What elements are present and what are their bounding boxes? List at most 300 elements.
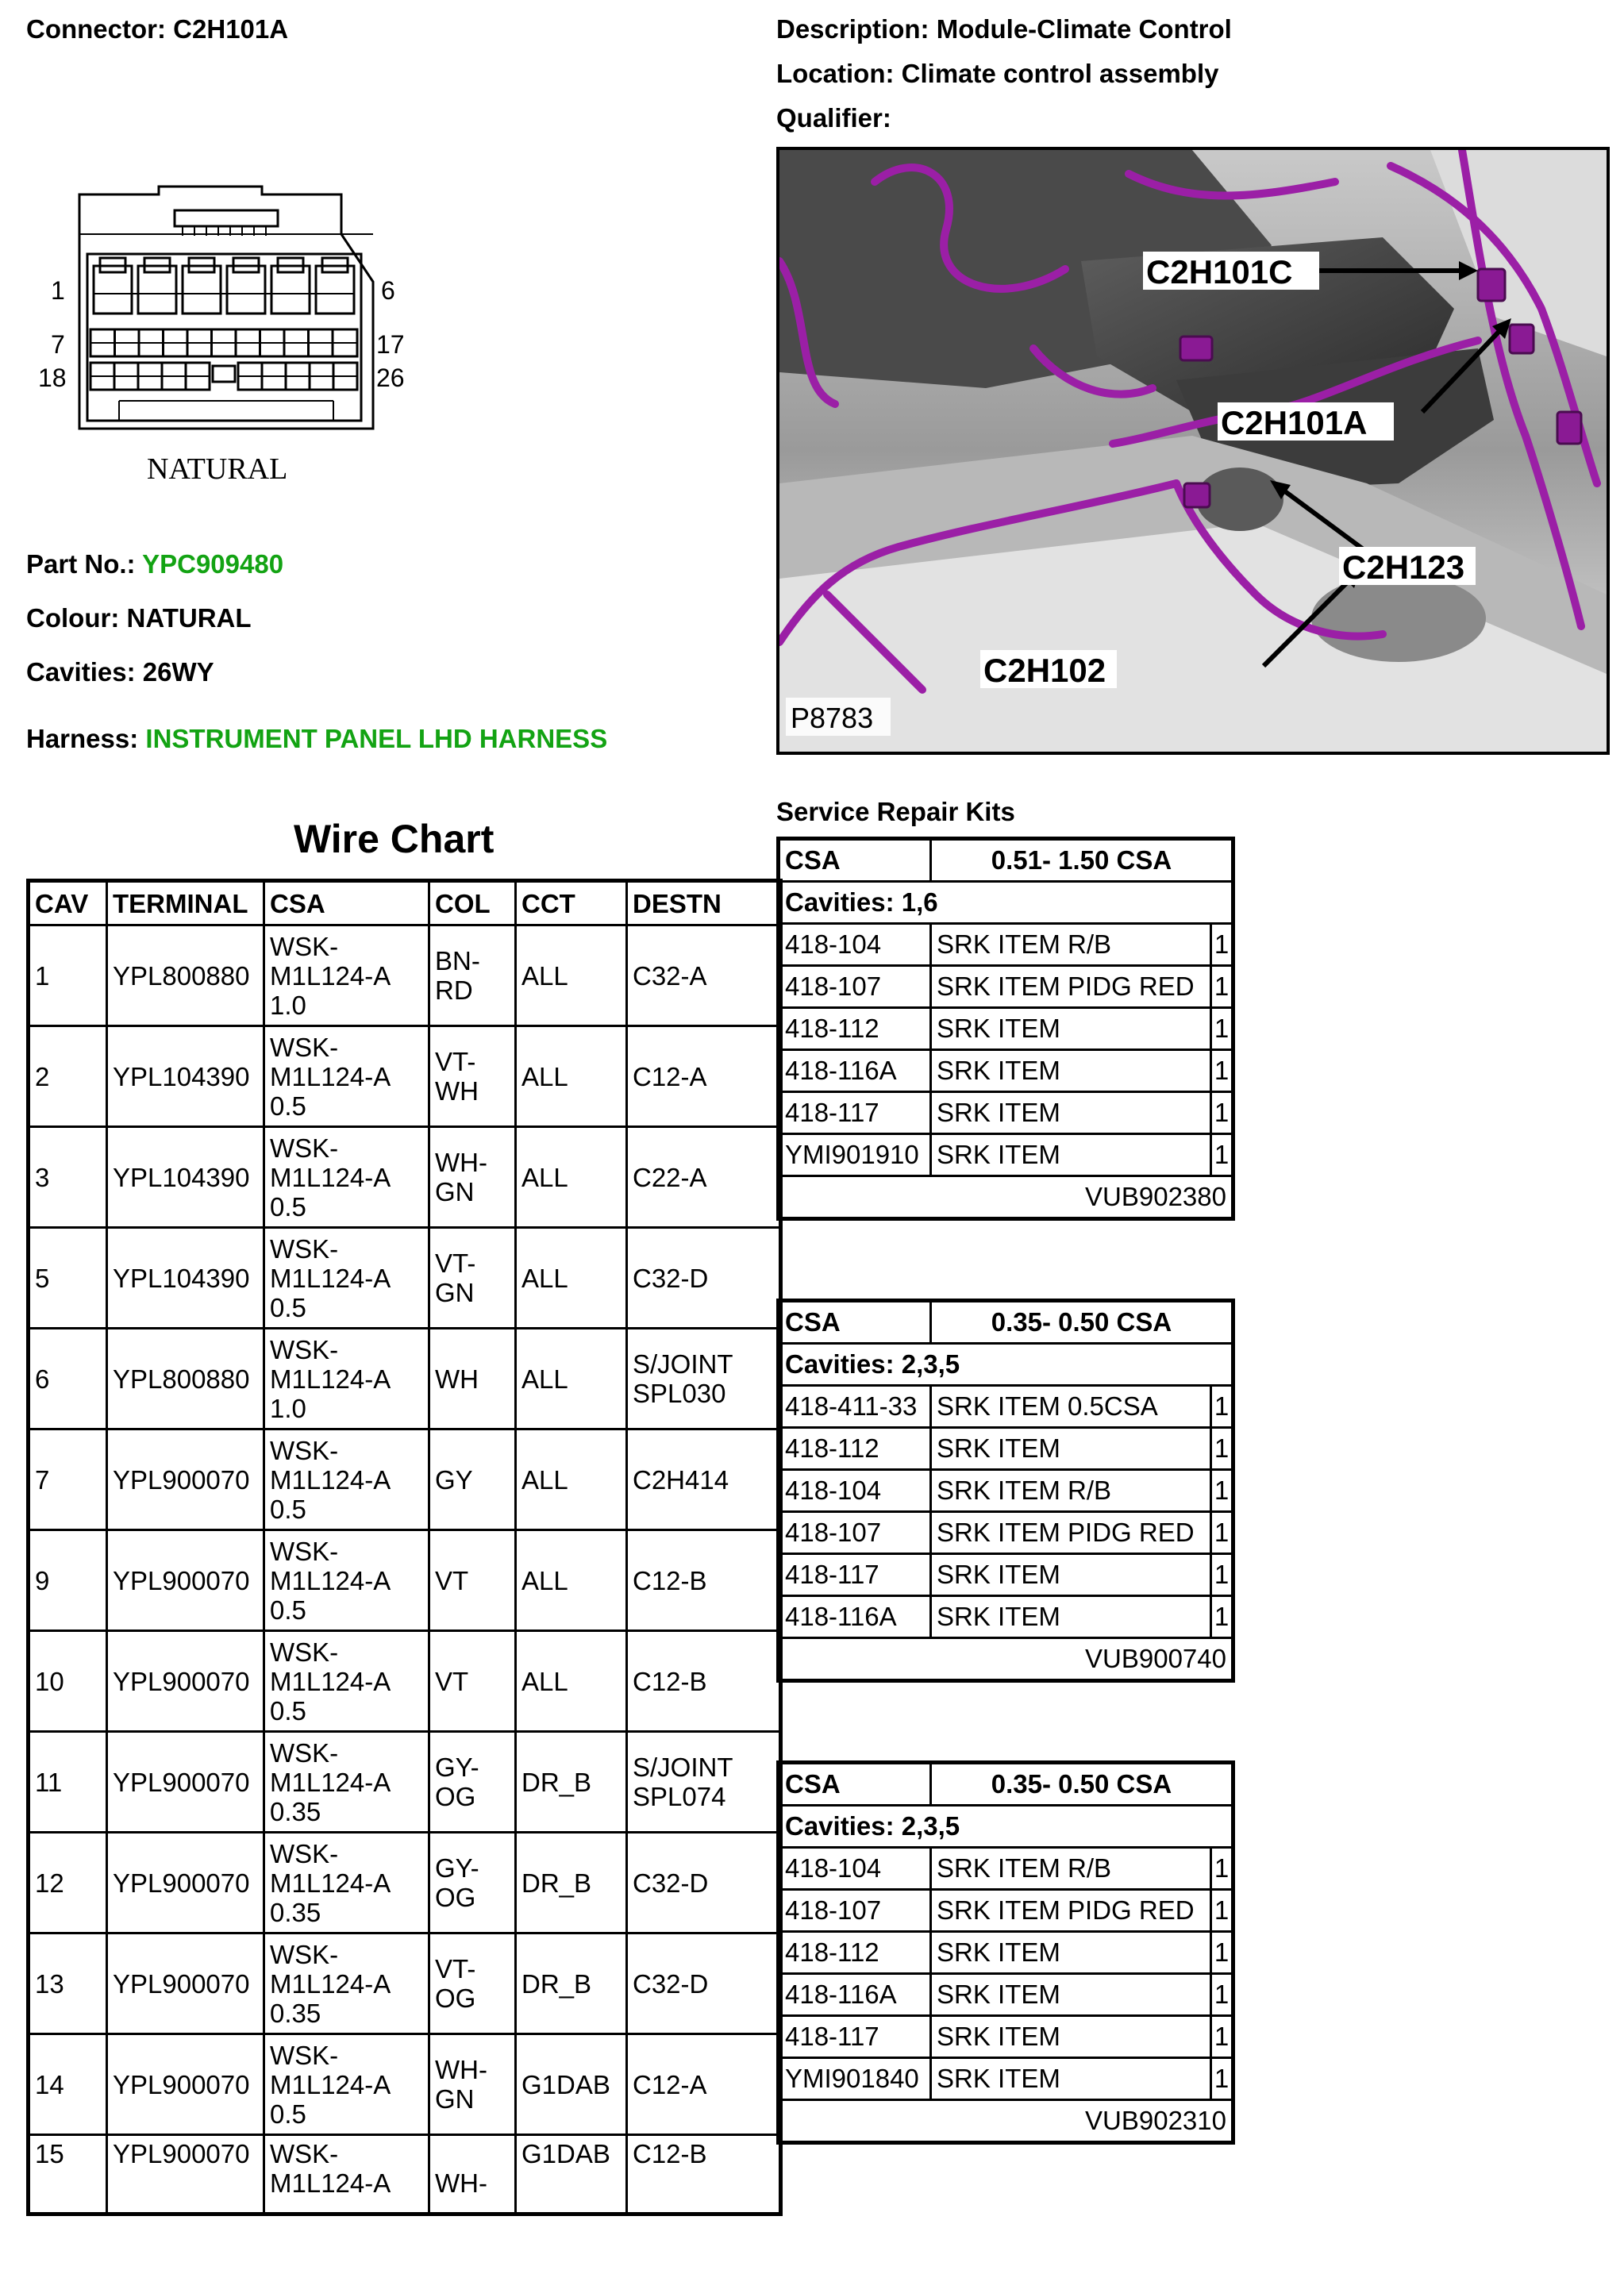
srk-item-part: 418-411-33 <box>779 1386 931 1428</box>
srk-item-row <box>779 1554 1233 1596</box>
wire-cell-destn <box>627 1732 781 1833</box>
wire-cell-terminal: YPL104390 <box>107 1026 264 1127</box>
srk-csa-label: CSA <box>779 1763 931 1806</box>
wire-cell-csa-line: M1L124-A <box>270 1464 391 1495</box>
srk-cavities-row <box>779 1344 1233 1386</box>
wire-cell-col <box>429 1631 516 1732</box>
wire-cell-terminal: YPL900070 <box>107 1429 264 1530</box>
wire-cell-terminal: YPL800880 <box>107 1329 264 1429</box>
srk-kit-table <box>776 1760 1235 2145</box>
wire-cell-col <box>429 1228 516 1329</box>
srk-item-qty: 1 <box>1211 1008 1233 1050</box>
callout-c2h102: C2H102 <box>983 652 1106 689</box>
wire-cell-cct: ALL <box>516 1631 627 1732</box>
wire-cell-csa <box>264 925 429 1026</box>
srk-item-part: YMI901840 <box>779 2058 931 2100</box>
srk-item-row <box>779 966 1233 1008</box>
srk-item-row <box>779 2016 1233 2058</box>
wire-cell-cav: 12 <box>29 1833 107 1933</box>
wire-chart-title: Wire Chart <box>294 817 495 861</box>
srk-item-desc: SRK ITEM <box>931 1554 1211 1596</box>
wire-cell-csa-line: 0.5 <box>270 1091 306 1121</box>
wire-cell-destn-line: C12-B <box>633 1666 707 1696</box>
srk-cavities: Cavities: 1,6 <box>779 882 1233 924</box>
header-csa: CSA <box>264 881 429 925</box>
wire-cell-csa-line: M1L124-A <box>270 1364 391 1394</box>
srk-item-qty: 1 <box>1211 1386 1233 1428</box>
wire-cell-csa-line: WSK- <box>270 1637 339 1667</box>
srk-item-desc: SRK ITEM <box>931 2016 1211 2058</box>
wire-cell-col-line: GN <box>435 1278 475 1307</box>
qualifier-line <box>776 103 891 133</box>
pin-label-6: 6 <box>381 276 395 305</box>
srk-item-row <box>779 1428 1233 1470</box>
srk-item-qty: 1 <box>1211 924 1233 966</box>
wire-cell-csa-line: WSK- <box>270 1838 339 1868</box>
srk-item-desc: SRK ITEM PIDG RED <box>931 1890 1211 1932</box>
wire-cell-csa-line: WSK- <box>270 1939 339 1969</box>
srk-item-qty: 1 <box>1211 1932 1233 1974</box>
wire-cell-col-line: WH- <box>435 1148 487 1177</box>
srk-item-row <box>779 1050 1233 1092</box>
wire-cell-csa <box>264 1530 429 1631</box>
wire-cell-terminal: YPL104390 <box>107 1228 264 1329</box>
cavity-row-bottom <box>90 363 357 390</box>
srk-item-desc: SRK ITEM <box>931 1050 1211 1092</box>
srk-item-part: 418-116A <box>779 1974 931 2016</box>
srk-item-part: 418-117 <box>779 1092 931 1134</box>
wire-cell-destn <box>627 1026 781 1127</box>
wire-cell-col-line: WH <box>435 1364 479 1394</box>
wire-cell-cav: 13 <box>29 1933 107 2034</box>
srk-item-part: 418-112 <box>779 1008 931 1050</box>
wire-cell-destn-line: C12-A <box>633 2069 707 2099</box>
wire-cell-cav: 5 <box>29 1228 107 1329</box>
colour-line <box>26 603 252 633</box>
callout-c2h123: C2H123 <box>1342 548 1465 586</box>
srk-item-part: 418-116A <box>779 1596 931 1638</box>
wire-cell-csa-line: 0.5 <box>270 1595 306 1625</box>
wire-cell-csa-line: M1L124-A <box>270 2069 391 2099</box>
wire-cell-col <box>429 1429 516 1530</box>
srk-item-part: 418-107 <box>779 966 931 1008</box>
wire-cell-csa-line: 0.5 <box>270 2099 306 2129</box>
wire-cell-terminal: YPL104390 <box>107 1127 264 1228</box>
srk-item-row <box>779 1512 1233 1554</box>
wire-cell-col-line: RD <box>435 975 473 1005</box>
srk-item-desc: SRK ITEM PIDG RED <box>931 966 1211 1008</box>
location-label: Location: <box>776 59 895 88</box>
wire-cell-csa-line: M1L124-A <box>270 1666 391 1696</box>
wire-cell-col-line: WH- <box>435 2168 487 2198</box>
photo-ref-label: P8783 <box>791 702 874 734</box>
wire-cell-csa-line: M1L124-A <box>270 1767 391 1797</box>
wire-cell-csa-line: WSK- <box>270 1233 339 1264</box>
wire-row <box>29 1228 781 1329</box>
wire-cell-csa-line: M1L124-A <box>270 1162 391 1192</box>
wire-cell-col <box>429 1127 516 1228</box>
wire-cell-destn-line: SPL030 <box>633 1379 726 1408</box>
srk-item-part: 418-104 <box>779 924 931 966</box>
wire-cell-cct: DR_B <box>516 1833 627 1933</box>
srk-csa-label: CSA <box>779 1301 931 1344</box>
srk-kit-header-row <box>779 839 1233 882</box>
wire-cell-col-line: GY- <box>435 1753 479 1782</box>
wire-cell-csa <box>264 1732 429 1833</box>
wire-cell-csa-line: M1L124-A <box>270 1868 391 1898</box>
wire-cell-destn-line: C12-B <box>633 2139 707 2168</box>
wire-cell-destn <box>627 1933 781 2034</box>
wire-row <box>29 1631 781 1732</box>
wire-cell-destn-line: C2H414 <box>633 1464 729 1495</box>
pin-label-1: 1 <box>51 276 65 305</box>
srk-item-row <box>779 1932 1233 1974</box>
srk-cavities-row <box>779 1806 1233 1848</box>
srk-cavities-row <box>779 882 1233 924</box>
wire-cell-csa-line: M1L124-A <box>270 1263 391 1293</box>
wire-cell-cav: 9 <box>29 1530 107 1631</box>
srk-item-desc: SRK ITEM <box>931 1134 1211 1176</box>
srk-item-qty: 1 <box>1211 1848 1233 1890</box>
srk-kit-table <box>776 1299 1235 1683</box>
header-terminal: TERMINAL <box>107 881 264 925</box>
srk-item-row <box>779 1470 1233 1512</box>
srk-kit-ref: VUB902380 <box>779 1176 1233 1219</box>
pin-label-26: 26 <box>376 364 405 392</box>
srk-kit-ref: VUB902310 <box>779 2100 1233 2143</box>
wire-cell-cct: DR_B <box>516 1732 627 1833</box>
connector-face-drawing <box>24 179 437 496</box>
wire-row <box>29 1127 781 1228</box>
srk-item-desc: SRK ITEM <box>931 1596 1211 1638</box>
srk-ref-row <box>779 1176 1233 1219</box>
wire-cell-csa-line: WSK- <box>270 1334 339 1364</box>
wire-cell-col-line: GY <box>435 1464 473 1495</box>
wire-cell-destn-line: S/JOINT <box>633 1753 733 1782</box>
srk-item-row <box>779 1848 1233 1890</box>
wire-row <box>29 925 781 1026</box>
wire-cell-cav: 7 <box>29 1429 107 1530</box>
wire-cell-csa-line: 0.35 <box>270 1998 321 2028</box>
srk-item-desc: SRK ITEM <box>931 1974 1211 2016</box>
location-photo-illustration <box>779 150 1607 752</box>
srk-item-qty: 1 <box>1211 2016 1233 2058</box>
connector-label: Connector: <box>26 14 166 44</box>
wire-cell-col <box>429 1026 516 1127</box>
wire-cell-terminal: YPL900070 <box>107 2135 264 2214</box>
wire-cell-destn-line: C32-D <box>633 1968 709 1999</box>
srk-csa-range: 0.51- 1.50 CSA <box>931 839 1233 882</box>
wire-row <box>29 1933 781 2034</box>
srk-item-qty: 1 <box>1211 2058 1233 2100</box>
wire-cell-csa-line: 0.5 <box>270 1695 306 1726</box>
wire-cell-csa-line: WSK- <box>270 2040 339 2070</box>
wire-cell-cav: 6 <box>29 1329 107 1429</box>
wire-cell-col-line: OG <box>435 1983 476 2013</box>
srk-item-desc: SRK ITEM <box>931 2058 1211 2100</box>
wire-cell-destn <box>627 2135 781 2214</box>
wire-cell-col-line: WH <box>435 1076 479 1106</box>
srk-csa-range: 0.35- 0.50 CSA <box>931 1301 1233 1344</box>
srk-item-row <box>779 1134 1233 1176</box>
wire-cell-cav: 14 <box>29 2034 107 2135</box>
wire-cell-col-line: VT <box>435 1666 469 1696</box>
wire-cell-csa-line: M1L124-A <box>270 1061 391 1091</box>
cavities-line <box>26 657 214 687</box>
srk-item-qty: 1 <box>1211 1470 1233 1512</box>
srk-item-qty: 1 <box>1211 1092 1233 1134</box>
srk-kit-table <box>776 837 1235 1221</box>
description-line <box>776 14 1232 44</box>
wire-cell-cct: ALL <box>516 1530 627 1631</box>
header-col: COL <box>429 881 516 925</box>
wire-cell-terminal: YPL900070 <box>107 1732 264 1833</box>
wire-chart-body <box>29 925 781 2214</box>
pin-label-18: 18 <box>38 364 67 392</box>
wire-cell-col-line: BN- <box>435 946 480 975</box>
wire-cell-csa <box>264 1026 429 1127</box>
wire-cell-csa-line: 0.5 <box>270 1292 306 1322</box>
connector-latch <box>175 210 278 226</box>
srk-item-qty: 1 <box>1211 1554 1233 1596</box>
description-value: Module-Climate Control <box>936 14 1232 44</box>
wire-cell-csa-line: M1L124-A <box>270 960 391 991</box>
location-value: Climate control assembly <box>901 59 1219 88</box>
srk-item-desc: SRK ITEM <box>931 1092 1211 1134</box>
srk-item-part: YMI901910 <box>779 1134 931 1176</box>
wire-cell-col <box>429 1329 516 1429</box>
wire-cell-csa <box>264 1429 429 1530</box>
wire-cell-col <box>429 1732 516 1833</box>
header-destn: DESTN <box>627 881 781 925</box>
srk-item-desc: SRK ITEM PIDG RED <box>931 1512 1211 1554</box>
srk-ref-row <box>779 1638 1233 1681</box>
wire-cell-destn-line: C12-B <box>633 1565 707 1595</box>
srk-title: Service Repair Kits <box>776 797 1015 826</box>
wire-cell-cct: ALL <box>516 1228 627 1329</box>
wire-cell-csa-line: 0.5 <box>270 1191 306 1222</box>
srk-item-row <box>779 1008 1233 1050</box>
wire-cell-csa <box>264 1228 429 1329</box>
connector-value: C2H101A <box>173 14 289 44</box>
callout-c2h101c: C2H101C <box>1146 253 1293 291</box>
wire-cell-col <box>429 1833 516 1933</box>
wire-cell-col-line: GY- <box>435 1853 479 1883</box>
wire-cell-csa-line: WSK- <box>270 1435 339 1465</box>
wire-cell-destn-line: C22-A <box>633 1162 707 1192</box>
srk-kit-header-row <box>779 1763 1233 1806</box>
wire-row <box>29 1732 781 1833</box>
wire-cell-terminal: YPL900070 <box>107 1530 264 1631</box>
wire-cell-destn <box>627 1127 781 1228</box>
srk-item-qty: 1 <box>1211 1134 1233 1176</box>
srk-item-desc: SRK ITEM <box>931 1428 1211 1470</box>
wire-cell-destn <box>627 1228 781 1329</box>
wire-cell-destn-line: C32-A <box>633 960 707 991</box>
colour-label: Colour: <box>26 603 120 633</box>
wire-cell-destn <box>627 1429 781 1530</box>
srk-item-row <box>779 1596 1233 1638</box>
wire-cell-col-line: OG <box>435 1883 476 1912</box>
srk-kit-header-row <box>779 1301 1233 1344</box>
srk-kit-ref: VUB900740 <box>779 1638 1233 1681</box>
harness-line <box>26 724 607 754</box>
wire-cell-terminal: YPL900070 <box>107 1833 264 1933</box>
callout-c2h101a: C2H101A <box>1221 404 1368 441</box>
wire-cell-cct: ALL <box>516 1026 627 1127</box>
wire-cell-cct: DR_B <box>516 1933 627 2034</box>
wire-cell-destn-line: S/JOINT <box>633 1349 733 1379</box>
pin-label-7: 7 <box>51 330 65 359</box>
srk-item-desc: SRK ITEM <box>931 1932 1211 1974</box>
wire-row <box>29 1833 781 1933</box>
wire-cell-col <box>429 1530 516 1631</box>
wire-cell-cct: G1DAB <box>516 2034 627 2135</box>
wire-cell-csa-line: WSK- <box>270 2139 339 2168</box>
srk-item-desc: SRK ITEM R/B <box>931 1470 1211 1512</box>
wire-row <box>29 1329 781 1429</box>
wire-cell-destn-line: SPL074 <box>633 1782 726 1811</box>
srk-item-qty: 1 <box>1211 1974 1233 2016</box>
wire-cell-destn-line: C32-D <box>633 1263 709 1293</box>
wire-cell-terminal: YPL900070 <box>107 1933 264 2034</box>
wire-row <box>29 2135 781 2214</box>
wire-chart-header-row <box>29 881 781 925</box>
wire-cell-destn-line: C12-A <box>633 1061 707 1091</box>
wire-cell-csa <box>264 1933 429 2034</box>
description-label: Description: <box>776 14 929 44</box>
wire-cell-col-line: GN <box>435 2084 475 2114</box>
wire-cell-col-line: WH- <box>435 2055 487 2084</box>
location-line <box>776 59 1218 89</box>
wire-cell-col-line: VT <box>435 1565 469 1595</box>
part-no-line <box>26 549 283 579</box>
srk-csa-label: CSA <box>779 839 931 882</box>
part-no-link[interactable]: YPC909480 <box>142 549 284 579</box>
cavities-value: 26WY <box>142 657 214 687</box>
wire-cell-destn <box>627 1833 781 1933</box>
cavity-row-middle <box>90 329 357 356</box>
part-no-label: Part No.: <box>26 549 136 579</box>
srk-item-part: 418-112 <box>779 1932 931 1974</box>
qualifier-label: Qualifier: <box>776 103 891 133</box>
srk-cavities: Cavities: 2,3,5 <box>779 1344 1233 1386</box>
srk-ref-row <box>779 2100 1233 2143</box>
srk-item-qty: 1 <box>1211 1596 1233 1638</box>
wire-cell-csa-line: WSK- <box>270 1032 339 1062</box>
srk-item-desc: SRK ITEM R/B <box>931 924 1211 966</box>
wire-cell-cct: ALL <box>516 925 627 1026</box>
wire-cell-cav: 11 <box>29 1732 107 1833</box>
wire-cell-col-line: VT- <box>435 1047 476 1076</box>
srk-item-desc: SRK ITEM R/B <box>931 1848 1211 1890</box>
wire-cell-col-line: OG <box>435 1782 476 1811</box>
wire-cell-destn <box>627 1530 781 1631</box>
wire-cell-csa <box>264 1127 429 1228</box>
cavities-label: Cavities: <box>26 657 136 687</box>
wire-cell-cct: ALL <box>516 1329 627 1429</box>
wire-row <box>29 2034 781 2135</box>
srk-csa-range: 0.35- 0.50 CSA <box>931 1763 1233 1806</box>
wire-cell-destn <box>627 925 781 1026</box>
wire-row <box>29 1530 781 1631</box>
wire-cell-destn <box>627 1631 781 1732</box>
wire-cell-cct: ALL <box>516 1127 627 1228</box>
wire-cell-csa <box>264 1329 429 1429</box>
srk-item-row <box>779 1092 1233 1134</box>
wire-cell-col <box>429 2034 516 2135</box>
wire-cell-csa-line: 1.0 <box>270 1393 306 1423</box>
srk-item-row <box>779 924 1233 966</box>
srk-item-row <box>779 1890 1233 1932</box>
srk-item-part: 418-112 <box>779 1428 931 1470</box>
srk-item-part: 418-104 <box>779 1848 931 1890</box>
wire-cell-cct: G1DAB <box>516 2135 627 2214</box>
wire-cell-cav: 10 <box>29 1631 107 1732</box>
header-cct: CCT <box>516 881 627 925</box>
wire-cell-col-line <box>435 2139 510 2168</box>
wire-cell-terminal: YPL800880 <box>107 925 264 1026</box>
wire-cell-csa <box>264 1631 429 1732</box>
wire-cell-destn-line: C32-D <box>633 1868 709 1898</box>
wire-cell-csa-line: M1L124-A <box>270 1565 391 1595</box>
wire-cell-csa-line: WSK- <box>270 931 339 961</box>
wire-cell-csa-line: M1L124-A <box>270 2168 391 2198</box>
wire-cell-csa-line: M1L124-A <box>270 1968 391 1999</box>
wire-chart-table <box>26 879 783 2216</box>
wire-cell-terminal: YPL900070 <box>107 2034 264 2135</box>
wire-cell-csa-line: 0.35 <box>270 1796 321 1826</box>
drawing-colour-label: NATURAL <box>147 452 288 486</box>
srk-item-part: 418-104 <box>779 1470 931 1512</box>
wire-cell-col <box>429 2135 516 2214</box>
srk-item-qty: 1 <box>1211 1428 1233 1470</box>
colour-value: NATURAL <box>126 603 252 633</box>
wire-cell-col <box>429 925 516 1026</box>
srk-item-part: 418-117 <box>779 1554 931 1596</box>
srk-item-row <box>779 1974 1233 2016</box>
wire-cell-cct: ALL <box>516 1429 627 1530</box>
srk-item-qty: 1 <box>1211 1512 1233 1554</box>
wire-cell-destn <box>627 2034 781 2135</box>
pin-label-17: 17 <box>376 330 405 359</box>
srk-item-desc: SRK ITEM 0.5CSA <box>931 1386 1211 1428</box>
srk-item-row <box>779 2058 1233 2100</box>
wire-cell-csa-line: WSK- <box>270 1737 339 1768</box>
srk-item-desc: SRK ITEM <box>931 1008 1211 1050</box>
wire-cell-terminal: YPL900070 <box>107 1631 264 1732</box>
srk-item-qty: 1 <box>1211 1050 1233 1092</box>
wire-cell-csa-line: 1.0 <box>270 990 306 1020</box>
srk-item-qty: 1 <box>1211 1890 1233 1932</box>
wire-cell-col-line: VT- <box>435 1954 476 1983</box>
wire-cell-col-line: VT- <box>435 1249 476 1278</box>
wire-cell-csa <box>264 2135 429 2214</box>
wire-cell-csa-line: 0.5 <box>270 1494 306 1524</box>
wire-cell-csa <box>264 2034 429 2135</box>
location-photo <box>776 147 1610 755</box>
wire-row <box>29 1429 781 1530</box>
wire-cell-cav: 3 <box>29 1127 107 1228</box>
wire-cell-cav: 1 <box>29 925 107 1026</box>
wire-cell-csa-line: WSK- <box>270 1133 339 1163</box>
srk-item-part: 418-117 <box>779 2016 931 2058</box>
connector-heading <box>26 14 288 44</box>
harness-link[interactable]: INSTRUMENT PANEL LHD HARNESS <box>145 724 608 753</box>
wire-cell-col-line: GN <box>435 1177 475 1206</box>
wire-cell-csa <box>264 1833 429 1933</box>
header-cav: CAV <box>29 881 107 925</box>
